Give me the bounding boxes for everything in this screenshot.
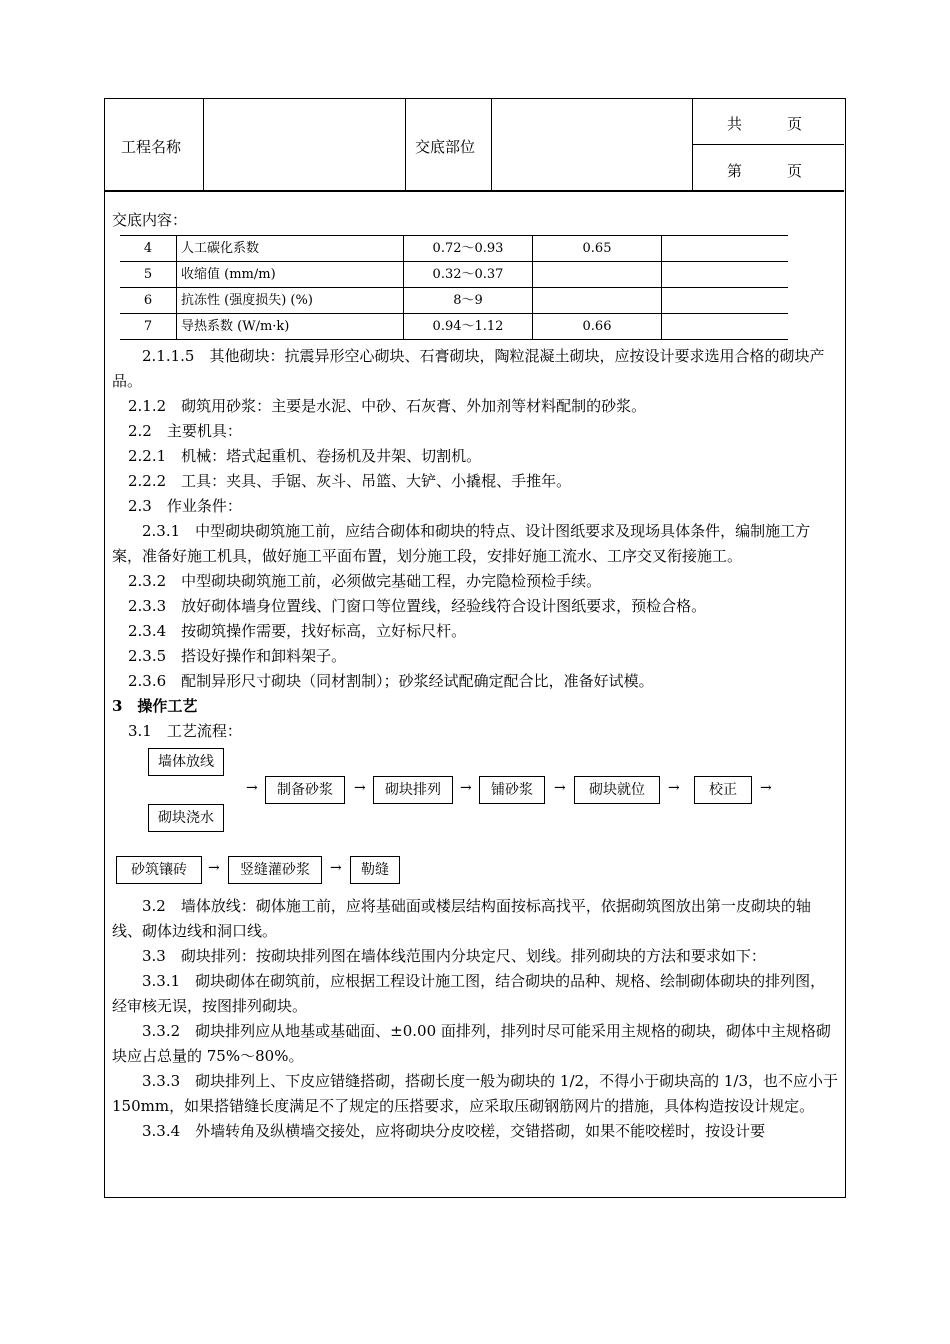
flow-box-block-placement: 砌块就位 [574,776,660,804]
paragraph: 3.2 墙体放线：砌体施工前，应将基础面或楼层结构面按标高找平，依据砌筑图放出第一皮砌块的轴线、砌体边线和洞口线。 [112,897,811,940]
flow-box-block-watering: 砌块浇水 [148,804,224,832]
location-label: 交底部位 [415,138,476,156]
flow-box-pointing: 勒缝 [350,856,400,884]
table-cell-note [662,314,789,340]
paragraph: 2.1.1.5 其他砌块：抗震异形空心砌块、石膏砌块，陶粒混凝土砌块，应按设计要求选用合格的砌块产品。 [112,347,825,390]
section-3-title: 3 操作工艺 [112,697,198,715]
arrow-icon: → [330,860,342,876]
paragraphs-section-b [112,894,840,1144]
paragraph: 2.3.1 中型砌块砌筑施工前，应结合砌体和砌块的特点、设计图纸要求及现场具体条件，编制施工方案，准备好施工机具，做好施工平面布置，划分施工段，安排好施工流水、工序交叉衔接施工。 [112,522,811,565]
arrow-icon: → [354,780,366,796]
table-row [120,314,788,340]
flow-box-vertical-joint-grout: 竖缝灌砂浆 [228,856,322,884]
process-flowchart [112,744,840,894]
table-cell-range: 0.32～0.37 [404,262,533,288]
header-col-line [203,99,204,191]
page-label: 第 页 [727,162,803,180]
arrow-icon: → [760,780,772,796]
table-row [120,236,788,262]
header-col-line [405,99,406,191]
paragraph: 2.2.1 机械：塔式起重机、卷扬机及井架、切割机。 [128,447,482,465]
table-cell-value [533,262,662,288]
table-cell-range: 0.72～0.93 [404,236,533,262]
flow-box-spread-mortar: 铺砂浆 [479,776,545,804]
table-cell-range: 0.94～1.12 [404,314,533,340]
flow-box-wall-layout: 墙体放线 [148,748,224,776]
table-row [120,262,788,288]
arrow-icon: → [554,780,566,796]
table-cell-note [662,288,789,314]
flow-box-correction: 校正 [694,776,752,804]
paragraph: 3.3.4 外墙转角及纵横墙交接处，应将砌块分皮咬槎，交错搭砌，如果不能咬槎时，按设计要 [142,1122,766,1140]
document-content [112,208,840,1144]
properties-table [120,235,788,340]
table-cell-value [533,288,662,314]
paragraph: 3.3.2 砌块排列应从地基或基础面、±0.00 面排列，排列时尽可能采用主规格的砌块，砌体中主规格砌块应占总量的 75%～80%。 [112,1022,831,1065]
paragraphs-section-a [112,344,840,694]
flow-title: 3.1 工艺流程： [128,722,242,740]
table-cell-note [662,236,789,262]
table-cell-no: 4 [120,236,177,262]
table-cell-value: 0.66 [533,314,662,340]
paragraph: 2.3.4 按砌筑操作需要，找好标高，立好标尺杆。 [128,622,467,640]
paragraph: 2.3 作业条件： [128,497,242,515]
table-cell-item: 抗冻性 (强度损失) (%) [177,288,404,314]
table-cell-item: 导热系数 (W/m·k) [177,314,404,340]
paragraph: 2.1.2 砌筑用砂浆：主要是水泥、中砂、石灰膏、外加剂等材料配制的砂浆。 [128,397,647,415]
table-cell-note [662,262,789,288]
paragraph: 2.2.2 工具：夹具、手锯、灰斗、吊篮、大铲、小撬棍、手推年。 [128,472,572,490]
table-cell-no: 7 [120,314,177,340]
header-row-line [692,144,844,145]
paragraph: 2.3.6 配制异形尺寸砌块（同材割制）；砂浆经试配确定配合比，准备好试模。 [128,672,654,690]
paragraph: 2.3.2 中型砌块砌筑施工前，必须做完基础工程，办完隐检预检手续。 [128,572,602,590]
paragraph: 3.3 砌块排列：按砌块排列图在墙体线范围内分块定尺、划线。排列砌块的方法和要求如下： [142,947,766,965]
arrow-icon: → [246,780,258,796]
paragraph: 2.3.3 放好砌体墙身位置线、门窗口等位置线，经验线符合设计图纸要求，预检合格。 [128,597,707,615]
header-col-line [491,99,492,191]
paragraph: 2.2 主要机具： [128,422,242,440]
table-cell-value: 0.65 [533,236,662,262]
table-cell-range: 8～9 [404,288,533,314]
arrow-icon: → [668,780,680,796]
table-cell-item: 收缩值 (mm/m) [177,262,404,288]
table-row [120,288,788,314]
paragraph: 3.3.1 砌块砌体在砌筑前，应根据工程设计施工图，结合砌块的品种、规格、绘制砌体砌块的排列图，经审核无误，按图排列砌块。 [112,972,826,1015]
arrow-icon: → [460,780,472,796]
table-cell-no: 5 [120,262,177,288]
header-col-line [692,99,693,191]
paragraph: 3.3.3 砌块排列上、下皮应错缝搭砌，搭砌长度一般为砌块的 1/2，不得小于砌块高的 1/3，也不应小于 150mm，如果搭错缝长度满足不了规定的压搭要求，应采取压砌钢筋网片的措施，具体构造按设计规定。 [112,1072,838,1115]
project-name-label: 工程名称 [121,138,182,156]
content-label: 交底内容： [112,211,188,229]
total-pages-label: 共 页 [727,115,803,133]
header-divider [105,190,844,192]
table-cell-no: 6 [120,288,177,314]
arrow-icon: → [208,860,220,876]
table-cell-item: 人工碳化系数 [177,236,404,262]
paragraph: 2.3.5 搭设好操作和卸料架子。 [128,647,347,665]
flow-box-brick-inlay: 砂筑镶砖 [116,856,202,884]
flow-box-block-arrangement: 砌块排列 [373,776,453,804]
flow-box-mortar-prep: 制备砂浆 [265,776,345,804]
